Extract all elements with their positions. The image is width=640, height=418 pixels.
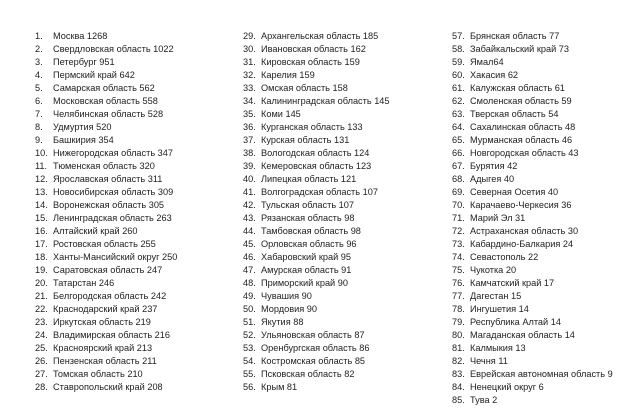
rank-number: 6. xyxy=(35,96,43,106)
rank-number: 22. xyxy=(35,304,48,314)
region-label: Тульская область 107 xyxy=(261,200,354,210)
ranking-item xyxy=(452,225,640,238)
region-label: Ярославская область 311 xyxy=(53,174,163,184)
region-label: Коми 145 xyxy=(261,109,301,119)
rank-number: 60. xyxy=(452,70,465,80)
ranking-item xyxy=(243,95,453,108)
ranking-item xyxy=(452,277,640,290)
region-label: Липецкая область 121 xyxy=(261,174,357,184)
ranking-column-2 xyxy=(243,30,453,394)
ranking-item xyxy=(35,251,240,264)
region-label: Карелия 159 xyxy=(261,70,315,80)
rank-number: 48. xyxy=(243,278,256,288)
ranking-item xyxy=(243,199,453,212)
ranking-item xyxy=(35,290,240,303)
region-label: Костромская область 85 xyxy=(261,356,366,366)
region-label: Кабардино-Балкария 24 xyxy=(470,239,574,249)
rank-number: 1. xyxy=(35,31,43,41)
region-label: Новосибирская область 309 xyxy=(53,187,174,197)
region-label: Бурятия 42 xyxy=(470,161,518,171)
region-label: Самарская область 562 xyxy=(53,83,155,93)
ranking-item xyxy=(35,95,240,108)
ranking-item xyxy=(452,342,640,355)
rank-number: 2. xyxy=(35,44,43,54)
rank-number: 52. xyxy=(243,330,256,340)
ranking-item xyxy=(452,56,640,69)
region-label: Краснодарский край 237 xyxy=(53,304,158,314)
ranking-item xyxy=(35,329,240,342)
rank-number: 40. xyxy=(243,174,256,184)
rank-number: 68. xyxy=(452,174,465,184)
region-label: Калмыкия 13 xyxy=(470,343,526,353)
ranking-item xyxy=(452,264,640,277)
rank-number: 59. xyxy=(452,57,465,67)
rank-number: 25. xyxy=(35,343,48,353)
rank-number: 28. xyxy=(35,382,48,392)
region-label: Кемеровская область 123 xyxy=(261,161,372,171)
region-label: Ненецкий округ 6 xyxy=(470,382,544,392)
rank-number: 29. xyxy=(243,31,256,41)
region-label: Ханты-Мансийский округ 250 xyxy=(53,252,178,262)
ranking-item xyxy=(452,355,640,368)
ranking-item xyxy=(35,30,240,43)
region-label: Чувашия 90 xyxy=(261,291,312,301)
ranking-item xyxy=(243,303,453,316)
ranking-item xyxy=(35,342,240,355)
rank-number: 83. xyxy=(452,369,465,379)
rank-number: 75. xyxy=(452,265,465,275)
region-label: Республика Алтай 14 xyxy=(470,317,561,327)
rank-number: 73. xyxy=(452,239,465,249)
ranking-item xyxy=(35,82,240,95)
ranking-item xyxy=(35,368,240,381)
ranking-item xyxy=(452,238,640,251)
rank-number: 34. xyxy=(243,96,256,106)
rank-number: 41. xyxy=(243,187,256,197)
ranking-item xyxy=(243,329,453,342)
rank-number: 46. xyxy=(243,252,256,262)
region-label: Псковская область 82 xyxy=(261,369,355,379)
rank-number: 12. xyxy=(35,174,48,184)
rank-number: 38. xyxy=(243,148,256,158)
ranking-item xyxy=(243,69,453,82)
rank-number: 23. xyxy=(35,317,48,327)
region-label: Чечня 11 xyxy=(470,356,508,366)
rank-number: 57. xyxy=(452,31,465,41)
rank-number: 69. xyxy=(452,187,465,197)
ranking-item xyxy=(452,381,640,394)
ranking-item xyxy=(452,212,640,225)
region-label: Алтайский край 260 xyxy=(53,226,138,236)
rank-number: 31. xyxy=(243,57,256,67)
rank-number: 71. xyxy=(452,213,465,223)
ranking-item xyxy=(243,30,453,43)
ranking-item xyxy=(243,290,453,303)
region-label: Крым 81 xyxy=(261,382,298,392)
rank-number: 7. xyxy=(35,109,43,119)
region-label: Пермский край 642 xyxy=(53,70,135,80)
rank-number: 16. xyxy=(35,226,48,236)
rank-number: 63. xyxy=(452,109,465,119)
ranking-item xyxy=(35,186,240,199)
rank-number: 64. xyxy=(452,122,465,132)
ranking-item xyxy=(243,186,453,199)
rank-number: 43. xyxy=(243,213,256,223)
ranking-item xyxy=(35,160,240,173)
rank-number: 35. xyxy=(243,109,256,119)
ranking-item xyxy=(452,121,640,134)
rank-number: 4. xyxy=(35,70,43,80)
ranking-item xyxy=(452,69,640,82)
ranking-item xyxy=(35,121,240,134)
region-label: Воронежская область 305 xyxy=(53,200,165,210)
rank-number: 54. xyxy=(243,356,256,366)
ranking-item xyxy=(452,108,640,121)
ranking-item xyxy=(452,316,640,329)
ranking-item xyxy=(452,303,640,316)
region-label: Карачаево-Черкесия 36 xyxy=(470,200,572,210)
ranking-item xyxy=(35,108,240,121)
region-label: Тамбовская область 98 xyxy=(261,226,361,236)
ranking-item xyxy=(452,134,640,147)
rank-number: 27. xyxy=(35,369,48,379)
rank-number: 58. xyxy=(452,44,465,54)
region-label: Рязанская область 98 xyxy=(261,213,355,223)
region-label: Марий Эл 31 xyxy=(470,213,526,223)
ranking-item xyxy=(243,225,453,238)
ranking-item xyxy=(243,264,453,277)
ranking-item xyxy=(452,30,640,43)
rank-number: 74. xyxy=(452,252,465,262)
ranking-item xyxy=(243,277,453,290)
rank-number: 26. xyxy=(35,356,48,366)
rank-number: 39. xyxy=(243,161,256,171)
region-label: Курганская область 133 xyxy=(261,122,363,132)
rank-number: 8. xyxy=(35,122,43,132)
region-label: Ульяновская область 87 xyxy=(261,330,365,340)
rank-number: 85. xyxy=(452,395,465,405)
region-label: Камчатский край 17 xyxy=(470,278,555,288)
rank-number: 84. xyxy=(452,382,465,392)
region-label: Адыгея 40 xyxy=(470,174,515,184)
ranking-item xyxy=(243,355,453,368)
rank-number: 77. xyxy=(452,291,465,301)
region-label: Пензенская область 211 xyxy=(53,356,157,366)
ranking-item xyxy=(243,368,453,381)
ranking-item xyxy=(452,186,640,199)
region-label: Чукотка 20 xyxy=(470,265,517,275)
rank-number: 49. xyxy=(243,291,256,301)
region-label: Москва 1268 xyxy=(53,31,108,41)
rank-number: 19. xyxy=(35,265,48,275)
rank-number: 62. xyxy=(452,96,465,106)
region-label: Севастополь 22 xyxy=(470,252,539,262)
rank-number: 10. xyxy=(35,148,48,158)
region-label: Дагестан 15 xyxy=(470,291,522,301)
region-label: Томская область 210 xyxy=(53,369,143,379)
rank-number: 76. xyxy=(452,278,465,288)
region-label: Ивановская область 162 xyxy=(261,44,366,54)
ranking-item xyxy=(35,43,240,56)
ranking-item xyxy=(35,134,240,147)
region-label: Оренбургская область 86 xyxy=(261,343,370,353)
ranking-item xyxy=(452,329,640,342)
rank-number: 50. xyxy=(243,304,256,314)
ranking-item xyxy=(35,147,240,160)
region-label: Удмуртия 520 xyxy=(53,122,112,132)
rank-number: 18. xyxy=(35,252,48,262)
region-label: Татарстан 246 xyxy=(53,278,115,288)
region-label: Калужская область 61 xyxy=(470,83,565,93)
rank-number: 15. xyxy=(35,213,48,223)
rank-number: 14. xyxy=(35,200,48,210)
ranking-item xyxy=(452,199,640,212)
region-label: Брянская область 77 xyxy=(470,31,560,41)
region-label: Мордовия 90 xyxy=(261,304,317,314)
rank-number: 13. xyxy=(35,187,48,197)
region-label: Магаданская область 14 xyxy=(470,330,575,340)
ranking-item xyxy=(452,290,640,303)
rank-number: 21. xyxy=(35,291,48,301)
ranking-item xyxy=(35,238,240,251)
rank-number: 67. xyxy=(452,161,465,171)
region-label: Иркутская область 219 xyxy=(53,317,151,327)
rank-number: 81. xyxy=(452,343,465,353)
ranking-item xyxy=(35,212,240,225)
region-label: Тюменская область 320 xyxy=(53,161,155,171)
rank-number: 33. xyxy=(243,83,256,93)
region-label: Белгородская область 242 xyxy=(53,291,167,301)
ranking-item xyxy=(452,95,640,108)
rank-number: 66. xyxy=(452,148,465,158)
region-label: Северная Осетия 40 xyxy=(470,187,559,197)
region-label: Мурманская область 46 xyxy=(470,135,573,145)
ranking-item xyxy=(243,43,453,56)
region-label: Новгородская область 43 xyxy=(470,148,579,158)
ranking-item xyxy=(35,381,240,394)
ranking-item xyxy=(243,173,453,186)
rank-number: 42. xyxy=(243,200,256,210)
ranking-item xyxy=(243,121,453,134)
region-label: Ямал64 xyxy=(470,57,504,67)
region-label: Владимирская область 216 xyxy=(53,330,171,340)
rank-number: 47. xyxy=(243,265,256,275)
region-label: Архангельская область 185 xyxy=(261,31,379,41)
ranking-item xyxy=(35,355,240,368)
region-label: Тверская область 54 xyxy=(470,109,559,119)
rank-number: 53. xyxy=(243,343,256,353)
region-label: Сахалинская область 48 xyxy=(470,122,576,132)
ranking-item xyxy=(243,381,453,394)
ranking-item xyxy=(35,264,240,277)
region-label: Приморский край 90 xyxy=(261,278,348,288)
ranking-item xyxy=(35,277,240,290)
region-label: Амурская область 91 xyxy=(261,265,352,275)
rank-number: 3. xyxy=(35,57,43,67)
region-label: Тува 2 xyxy=(470,395,498,405)
rank-number: 51. xyxy=(243,317,256,327)
ranking-item xyxy=(35,69,240,82)
region-label: Смоленская область 59 xyxy=(470,96,572,106)
rank-number: 9. xyxy=(35,135,43,145)
ranking-item xyxy=(35,303,240,316)
ranking-item xyxy=(452,147,640,160)
rank-number: 17. xyxy=(35,239,48,249)
rank-number: 36. xyxy=(243,122,256,132)
ranking-item xyxy=(243,82,453,95)
rank-number: 78. xyxy=(452,304,465,314)
region-label: Ингушетия 14 xyxy=(470,304,529,314)
rank-number: 30. xyxy=(243,44,256,54)
rank-number: 61. xyxy=(452,83,465,93)
region-label: Омская область 158 xyxy=(261,83,348,93)
rank-number: 70. xyxy=(452,200,465,210)
region-label: Хакасия 62 xyxy=(470,70,519,80)
region-label: Орловская область 96 xyxy=(261,239,357,249)
ranking-column-3 xyxy=(452,30,640,407)
ranking-item xyxy=(452,160,640,173)
ranking-item xyxy=(243,56,453,69)
region-label: Кировская область 159 xyxy=(261,57,360,67)
ranking-item xyxy=(243,108,453,121)
rank-number: 72. xyxy=(452,226,465,236)
rank-number: 56. xyxy=(243,382,256,392)
ranking-item xyxy=(452,43,640,56)
region-label: Забайкальский край 73 xyxy=(470,44,570,54)
region-label: Свердловская область 1022 xyxy=(53,44,174,54)
rank-number: 80. xyxy=(452,330,465,340)
ranking-item xyxy=(243,342,453,355)
region-label: Башкирия 354 xyxy=(53,135,114,145)
region-label: Волгоградская область 107 xyxy=(261,187,378,197)
region-label: Калининградская область 145 xyxy=(261,96,390,106)
ranking-item xyxy=(452,251,640,264)
rank-number: 11. xyxy=(35,161,48,171)
rank-number: 37. xyxy=(243,135,256,145)
ranking-item xyxy=(35,199,240,212)
rank-number: 20. xyxy=(35,278,48,288)
region-label: Вологодская область 124 xyxy=(261,148,370,158)
rank-number: 45. xyxy=(243,239,256,249)
ranking-item xyxy=(452,394,640,407)
rank-number: 79. xyxy=(452,317,465,327)
ranking-item xyxy=(35,316,240,329)
region-label: Саратовская область 247 xyxy=(53,265,163,275)
rank-number: 32. xyxy=(243,70,256,80)
ranking-item xyxy=(452,82,640,95)
rank-number: 55. xyxy=(243,369,256,379)
ranking-item xyxy=(35,56,240,69)
ranking-item xyxy=(452,368,640,381)
region-label: Хабаровский край 95 xyxy=(261,252,351,262)
rank-number: 5. xyxy=(35,83,43,93)
region-label: Ленинградская область 263 xyxy=(53,213,172,223)
ranking-item xyxy=(243,147,453,160)
region-label: Московская область 558 xyxy=(53,96,158,106)
ranking-item xyxy=(243,134,453,147)
region-label: Красноярский край 213 xyxy=(53,343,153,353)
region-label: Ростовская область 255 xyxy=(53,239,156,249)
rank-number: 65. xyxy=(452,135,465,145)
region-label: Якутия 88 xyxy=(261,317,304,327)
ranking-item xyxy=(243,238,453,251)
ranking-item xyxy=(35,173,240,186)
rank-number: 44. xyxy=(243,226,256,236)
ranking-item xyxy=(243,316,453,329)
region-ranking-list xyxy=(0,30,640,410)
ranking-column-1 xyxy=(35,30,240,394)
region-label: Петербург 951 xyxy=(53,57,115,67)
region-label: Челябинская область 528 xyxy=(53,109,164,119)
ranking-item xyxy=(452,173,640,186)
region-label: Нижегородская область 347 xyxy=(53,148,174,158)
ranking-item xyxy=(243,251,453,264)
ranking-item xyxy=(35,225,240,238)
ranking-item xyxy=(243,160,453,173)
region-label: Астраханская область 30 xyxy=(470,226,579,236)
region-label: Курская область 131 xyxy=(261,135,350,145)
rank-number: 82. xyxy=(452,356,465,366)
ranking-item xyxy=(243,212,453,225)
rank-number: 24. xyxy=(35,330,48,340)
region-label: Ставропольский край 208 xyxy=(53,382,163,392)
region-label: Еврейская автономная область 9 xyxy=(470,369,613,379)
